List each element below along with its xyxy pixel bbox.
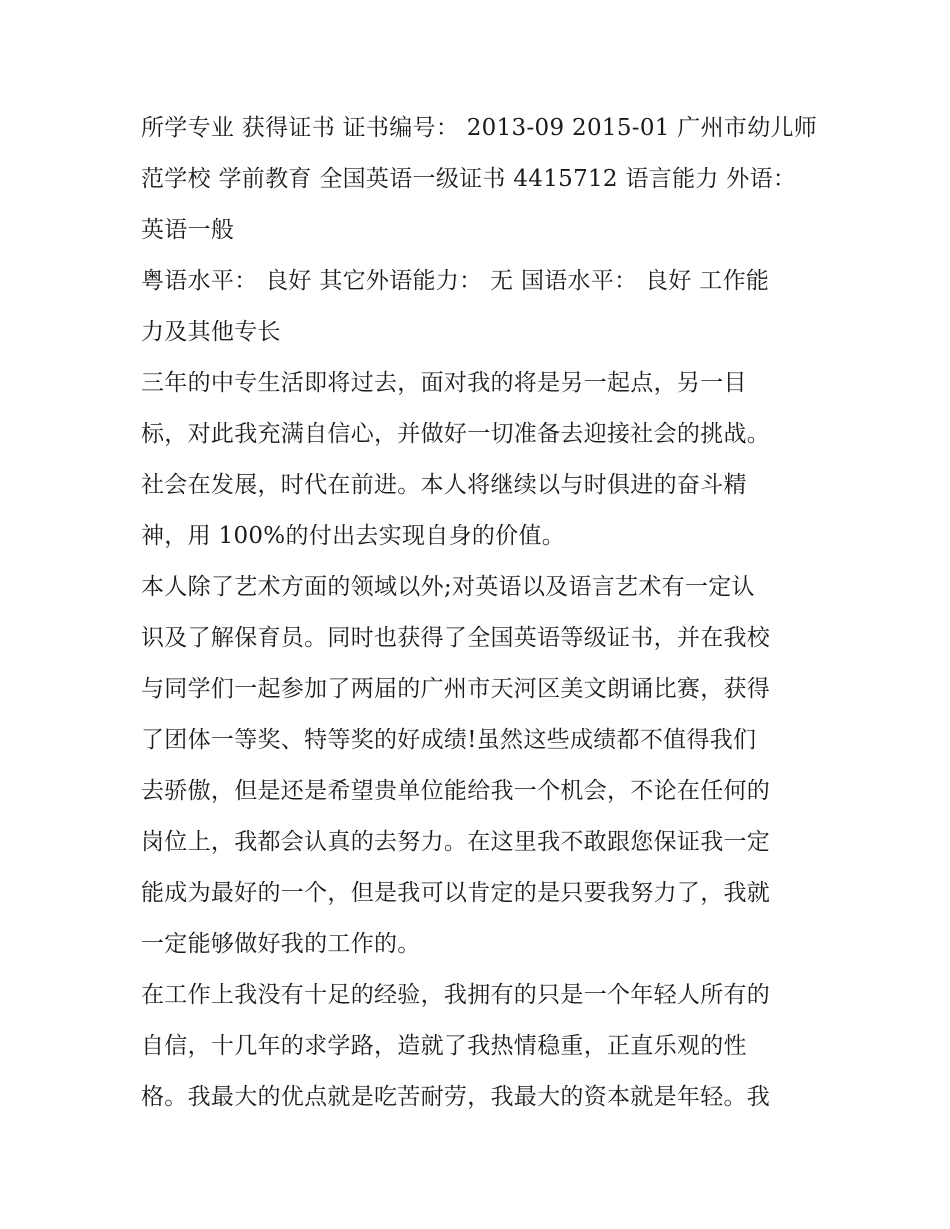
text-line: 自信，十几年的求学路，造就了我热情稳重，正直乐观的性	[141, 1033, 747, 1059]
text-line: 三年的中专生活即将过去，面对我的将是另一起点，另一目	[141, 370, 747, 396]
text-line: 在工作上我没有十足的经验，我拥有的只是一个年轻人所有的	[141, 982, 771, 1008]
paragraph-language-skills	[141, 256, 821, 358]
text-line: 范学校 学前教育 全国英语一级证书 4415712 语言能力 外语：	[141, 166, 797, 192]
paragraph-self-intro	[141, 358, 821, 562]
text-line: 岗位上，我都会认真的去努力。在这里我不敢跟您保证我一定	[141, 829, 771, 855]
text-line: 社会在发展，时代在前进。本人将继续以与时俱进的奋斗精	[141, 472, 747, 498]
text-line: 了团体一等奖、特等奖的好成绩!虽然这些成绩都不值得我们	[141, 727, 757, 753]
text-line: 英语一般	[141, 217, 235, 243]
text-line: 标，对此我充满自信心，并做好一切准备去迎接社会的挑战。	[141, 421, 771, 447]
text-line: 去骄傲，但是还是希望贵单位能给我一个机会，不论在任何的	[141, 778, 771, 804]
text-line: 一定能够做好我的工作的。	[141, 931, 421, 957]
text-line: 识及了解保育员。同时也获得了全国英语等级证书，并在我校	[141, 625, 771, 651]
paragraph-achievements	[141, 562, 821, 970]
text-line: 所学专业 获得证书 证书编号： 2013-09 2015-01 广州市幼儿师	[141, 115, 818, 141]
text-line: 能成为最好的一个，但是我可以肯定的是只要我努力了，我就	[141, 880, 771, 906]
text-line: 粤语水平： 良好 其它外语能力： 无 国语水平： 良好 工作能	[141, 268, 770, 294]
text-line: 本人除了艺术方面的领域以外;对英语以及语言艺术有一定认	[141, 574, 755, 600]
paragraph-work-attitude	[141, 970, 821, 1123]
document-body	[141, 103, 821, 1123]
text-line: 格。我最大的优点就是吃苦耐劳，我最大的资本就是年轻。我	[141, 1084, 771, 1110]
text-line: 神，用 100%的付出去实现自身的价值。	[141, 523, 566, 549]
paragraph-education	[141, 103, 821, 256]
text-line: 力及其他专长	[141, 319, 281, 345]
text-line: 与同学们一起参加了两届的广州市天河区美文朗诵比赛，获得	[141, 676, 771, 702]
